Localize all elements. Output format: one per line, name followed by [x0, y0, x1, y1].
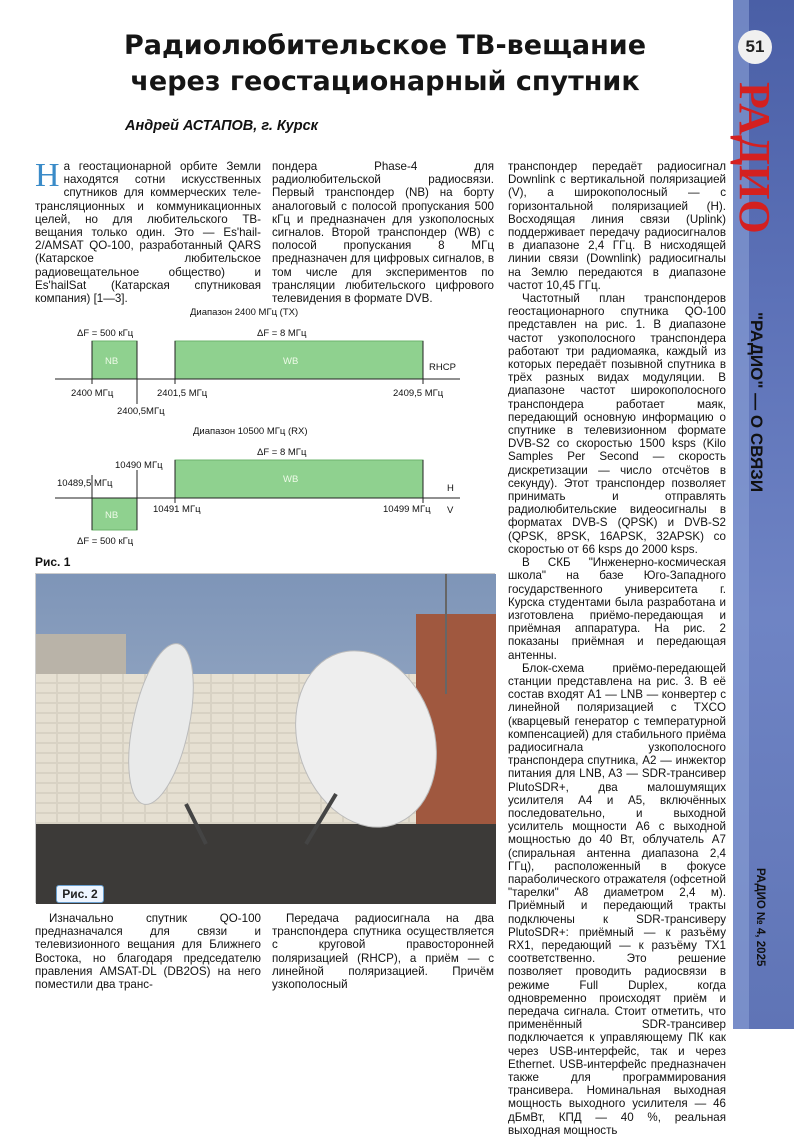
- magazine-logo: РАДИО: [730, 82, 779, 234]
- title-line-2: через геостационарный спутник: [130, 66, 640, 97]
- column-2-top: [272, 160, 494, 305]
- rx-freq-label: 10490 МГц: [115, 460, 163, 471]
- magazine-slogan: "РАДИО" — О СВЯЗИ: [747, 312, 766, 493]
- column-1-bottom: [35, 912, 261, 991]
- tx-wb-band: [175, 341, 423, 379]
- rx-wb-label: WB: [283, 474, 299, 485]
- intro-text: а геостационарной орбите Земли находятся сотни искусственных спутников для коммерческих теле-трансляционных и коммуникационных целей, но для любительского ТВ-вещания только один. Это — Es'hail-2/AMSAT QO-100, разработанный QARS (Катарское любительское радиовещательное общество) и Es'hailSat (Катарская спутниковая компания) [1—3].: [35, 160, 261, 306]
- intro-paragraph: [35, 157, 261, 306]
- figure-1-caption: Рис. 1: [35, 555, 71, 569]
- rx-polarization-h: H: [447, 483, 454, 494]
- rx-freq-label: 10491 МГц: [153, 504, 201, 515]
- page-number: 51: [738, 30, 772, 64]
- tx-nb-bandwidth: ΔF = 500 кГц: [77, 328, 134, 339]
- drop-cap: Н: [35, 157, 60, 194]
- tx-freq-label: 2401,5 МГц: [157, 388, 208, 399]
- photo-illustration: [36, 574, 496, 904]
- rx-nb-bandwidth: ΔF = 500 кГц: [77, 536, 134, 547]
- roof-surface: [36, 824, 496, 904]
- frequency-plan-diagram: [35, 300, 495, 560]
- tx-freq-label: 2409,5 МГц: [393, 388, 444, 399]
- paragraph: транспондер передаёт радиосигнал Downlink с вертикальной поляризацией (V), а широкополосный — с горизонтальной поляризацией (H). Восходящая линия связи (Uplink) поддерживает передачу радиосигналов в диапазоне 2,4 ГГц. В нисходящей линии связи (Downlink) радиосигналы на Землю передаются в диапазоне частот 10,45 ГГц.: [508, 160, 726, 292]
- tx-freq-label: 2400 МГц: [71, 388, 114, 399]
- tx-nb-label: NB: [105, 356, 119, 367]
- rx-freq-label: 10499 МГц: [383, 504, 431, 515]
- rx-wb-band: [175, 460, 423, 498]
- rx-wb-bandwidth: ΔF = 8 МГц: [257, 447, 307, 458]
- tx-range-title: Диапазон 2400 МГц (TX): [190, 307, 299, 318]
- paragraph: Изначально спутник QO-100 предназначался для связи и телевизионного вещания для Ближнего Востока, но благодаря председателю правления AMSAT-DL (DB2OS) на него поместили два транс-: [35, 912, 261, 992]
- paragraph: Передача радиосигнала на два транспондера спутника осуществляется с круговой правосторонней поляризацией (RHCP), а приём — с линейной поляризацией. Причём узкополосный: [272, 912, 494, 992]
- rx-range-title: Диапазон 10500 МГц (RX): [193, 426, 308, 437]
- rx-polarization-v: V: [447, 505, 454, 516]
- rx-freq-label: 10489,5 МГц: [57, 478, 113, 489]
- title-line-1: Радиолюбительское ТВ-вещание: [123, 30, 647, 61]
- paragraph: Блок-схема приёмо-передающей станции представлена на рис. 3. В её состав входят A1 — LNB — конвертер с линейной поляризацией с TXCO (кварцевый генератор с температурной компенсацией) для стабильного приёма радиосигнала узкополосного транспондера спутника, A2 — инжектор питания для LNB, A3 — SDR-трансивер PlutoSDR+, два малошумящих усилителя A4 и A5, включённых последовательно, и выходной усилитель мощности A6 с выходной мощностью до 40 Вт, облучатель A7 (спиральная антенна диапазона 2,4 ГГц), расположенный в фокусе параболического отражателя (офсетной "тарелки" A8 диаметром 2,4 м). Приёмный и передающий тракты подключены к SDR-трансиверу PlutoSDR+: приёмный — к разъёму RX1, передающий — к разъёму TX1 соответственно. Это решение позволяет проводить радиосвязи в режиме Full Duplex, когда одновременно происходят приём и передача сигнала. Стоит отметить, что применённый SDR-трансивер подключается к управляющему ПК как через USB-интерфейс, так и через Ethernet. USB-интерфейс предназначен также для программирования трансивера. Номинальная выходная мощность выходного усилителя — 46 дБмВт, КПД — 40 %, реальная выходная мощность: [508, 661, 726, 1137]
- column-2-bottom: [272, 912, 494, 991]
- column-3: [508, 160, 726, 1137]
- column-1-top: [35, 157, 261, 306]
- tx-polarization: RHCP: [429, 362, 456, 373]
- tx-freq-label: 2400,5МГц: [117, 406, 165, 417]
- paragraph: пондера Phase-4 для радиолюбительской радиосвязи. Первый транспондер (NB) на борту аналоговый с полосой пропускания 500 кГц и предназначен для узкополосных сигналов. Второй транспондер (WB) с полосой пропускания 8 МГц предназначен для цифровых сигналов, в том числе для экспериментов по трансляции любительского цифрового телевидения в формате DVB.: [272, 160, 494, 306]
- article-title: [60, 28, 710, 100]
- paragraph: Частотный план транспондеров геостационарного спутника QO-100 представлен на рис. 1. В диапазоне частот узкополосного транспондера работают три радиомаяка, каждый из которых передаёт позывной спутника в трёх разных видах модуляции. В диапазоне частот широкополосного транспондера работает маяк, передающий основную информацию о спутнике в телевизионном формате DVB-S2 со скоростью 1500 ksps (Kilo Samples Per Second — скорость дискретизации — число отсчётов в секунду). Этот транспондер позволяет принимать и отправлять радиолюбительские видеосигналы в форматах DVB-S (QPSK) и DVB-S2 (QPSK, 8PSK, 16APSK, 32APSK) со скоростью от 66 ksps до 2000 ksps.: [508, 292, 726, 556]
- antennas-photo: [35, 573, 495, 903]
- paragraph: В СКБ "Инженерно-космическая школа" на базе Юго-Западного государственного университета г. Курска студентами была разработана и изготовлена приёмо-передающая и приёмная аппаратура. На рис. 2 показаны приёмная и передающая антенны.: [508, 556, 726, 662]
- tx-wb-label: WB: [283, 356, 299, 367]
- tx-wb-bandwidth: ΔF = 8 МГц: [257, 328, 307, 339]
- figure-2-caption: Рис. 2: [56, 885, 104, 903]
- issue-label: РАДИО № 4, 2025: [754, 868, 766, 967]
- rx-nb-label: NB: [105, 510, 119, 521]
- article-author: Андрей АСТАПОВ, г. Курск: [125, 118, 318, 134]
